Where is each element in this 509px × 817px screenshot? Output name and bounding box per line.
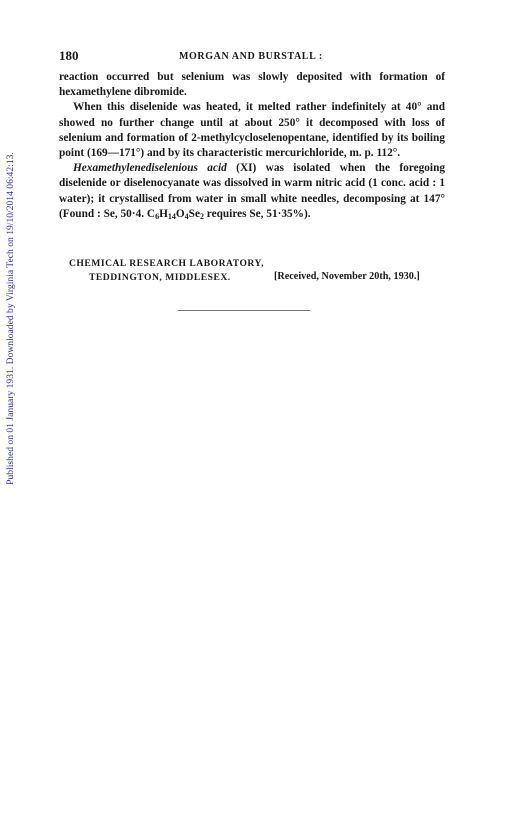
paragraph-3-end: requires Se, 51·35%). xyxy=(203,207,311,220)
received-date: [Received, November 20th, 1930.] xyxy=(274,271,420,282)
article-body xyxy=(59,70,445,224)
download-watermark-text: Published on 01 January 1931. Downloaded by Virginia Tech on 19/10/2014 06:42:13. xyxy=(4,151,16,485)
formula-h-sub: 14 xyxy=(167,211,176,221)
formula-se: Se xyxy=(188,207,200,220)
lab-address-line-2: TEDDINGTON, MIDDLESEX. xyxy=(89,272,231,283)
paragraph-1: reaction occurred but selenium was slowly deposited with formation of hexamethylene dibromide. xyxy=(59,71,445,99)
formula-h: H xyxy=(159,207,168,220)
page-header xyxy=(59,48,445,64)
formula-o: O xyxy=(175,207,185,220)
formula-o-sub: 4 xyxy=(184,211,189,221)
page-number: 180 xyxy=(59,48,79,63)
formula-c-sub: 6 xyxy=(155,211,160,221)
section-divider xyxy=(178,310,310,311)
paragraph-2: When this diselenide was heated, it melted rather indefinitely at 40° and showed no further change until at about 250° it decomposed with loss of selenium and formation of 2-methylcycloselenopentane, identified by its boiling point (169—171°) and by its characteristic mercurichloride, m. p. 112°. xyxy=(59,101,445,160)
compound-name: Hexamethylenediselenious acid xyxy=(73,162,227,175)
running-head: MORGAN AND BURSTALL : xyxy=(179,51,323,62)
formula-c: C xyxy=(146,207,156,220)
lab-address-line-1: CHEMICAL RESEARCH LABORATORY, xyxy=(69,258,264,269)
paragraph-3 xyxy=(59,161,445,224)
paragraph-3-body: (XI) was isolated when the foregoing diselenide or diselenocyanate was dissolved in warm nitric acid (1 conc. acid : 1 water); it crystallised from water in small white needles, decomposing at 147° (Found : Se, 50·4. xyxy=(59,162,445,220)
molecular-formula xyxy=(147,208,204,220)
formula-se-sub: 2 xyxy=(199,211,204,221)
download-watermark xyxy=(2,128,18,508)
